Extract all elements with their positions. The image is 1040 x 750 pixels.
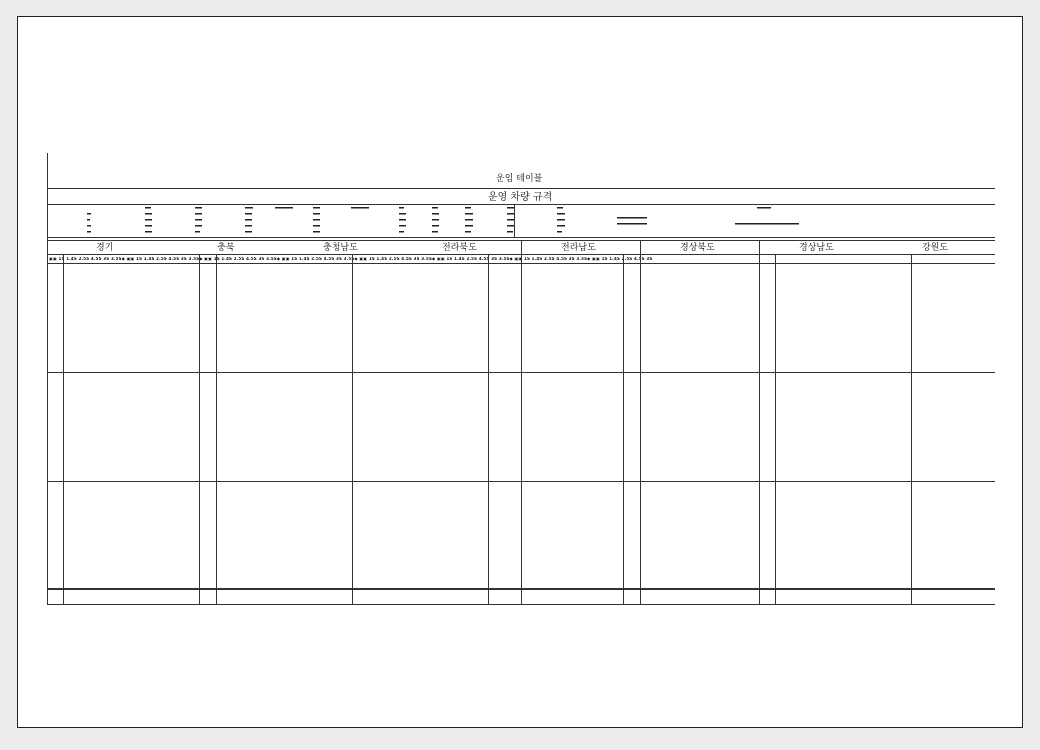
region-gyeonggi: 경기	[96, 243, 114, 253]
region-gyeongbuk: 경상북도	[680, 243, 715, 253]
region-gangwon: 강원도	[922, 243, 949, 253]
column-header-row: ▣▣ 1S 1.4S 2.5S 4.5S 3S 3.5S◆ ▣▣ 1S 1.4S 2.5S 4.5S 3S 3.5S◆ ▣▣ 1S 1.4S 2.5S 4.5S 3S 3.5S◆ ▣▣ 1S 1.4S 2.5S 4.5S 3S 3.5S◆ ▣▣ 1S 1.4S 2.5S 4.5S 3S 3.5S◆ ▣▣ 1S 1.4S 2.5S 4.5S 3S 3.5S◆ ▣▣ 1S 1.4S 2.5S 4.5S 3S 3.5S◆ ▣▣ 1S 1.4S 2.5S 4.5S 3S	[49, 257, 653, 261]
document-title: 운임 테이블	[496, 174, 543, 184]
region-chungbuk: 충북	[217, 243, 235, 253]
document-subtitle: 운영 차량 규격	[488, 192, 553, 203]
rate-table-document	[47, 153, 995, 589]
region-jeonnam: 전라남도	[561, 243, 596, 253]
region-chungnam: 충청남도	[323, 243, 358, 253]
region-jeonbuk: 전라북도	[442, 243, 477, 253]
page-sheet	[17, 16, 1023, 728]
region-gyeongnam: 경상남도	[799, 243, 834, 253]
spec-dot-texture	[47, 205, 995, 237]
